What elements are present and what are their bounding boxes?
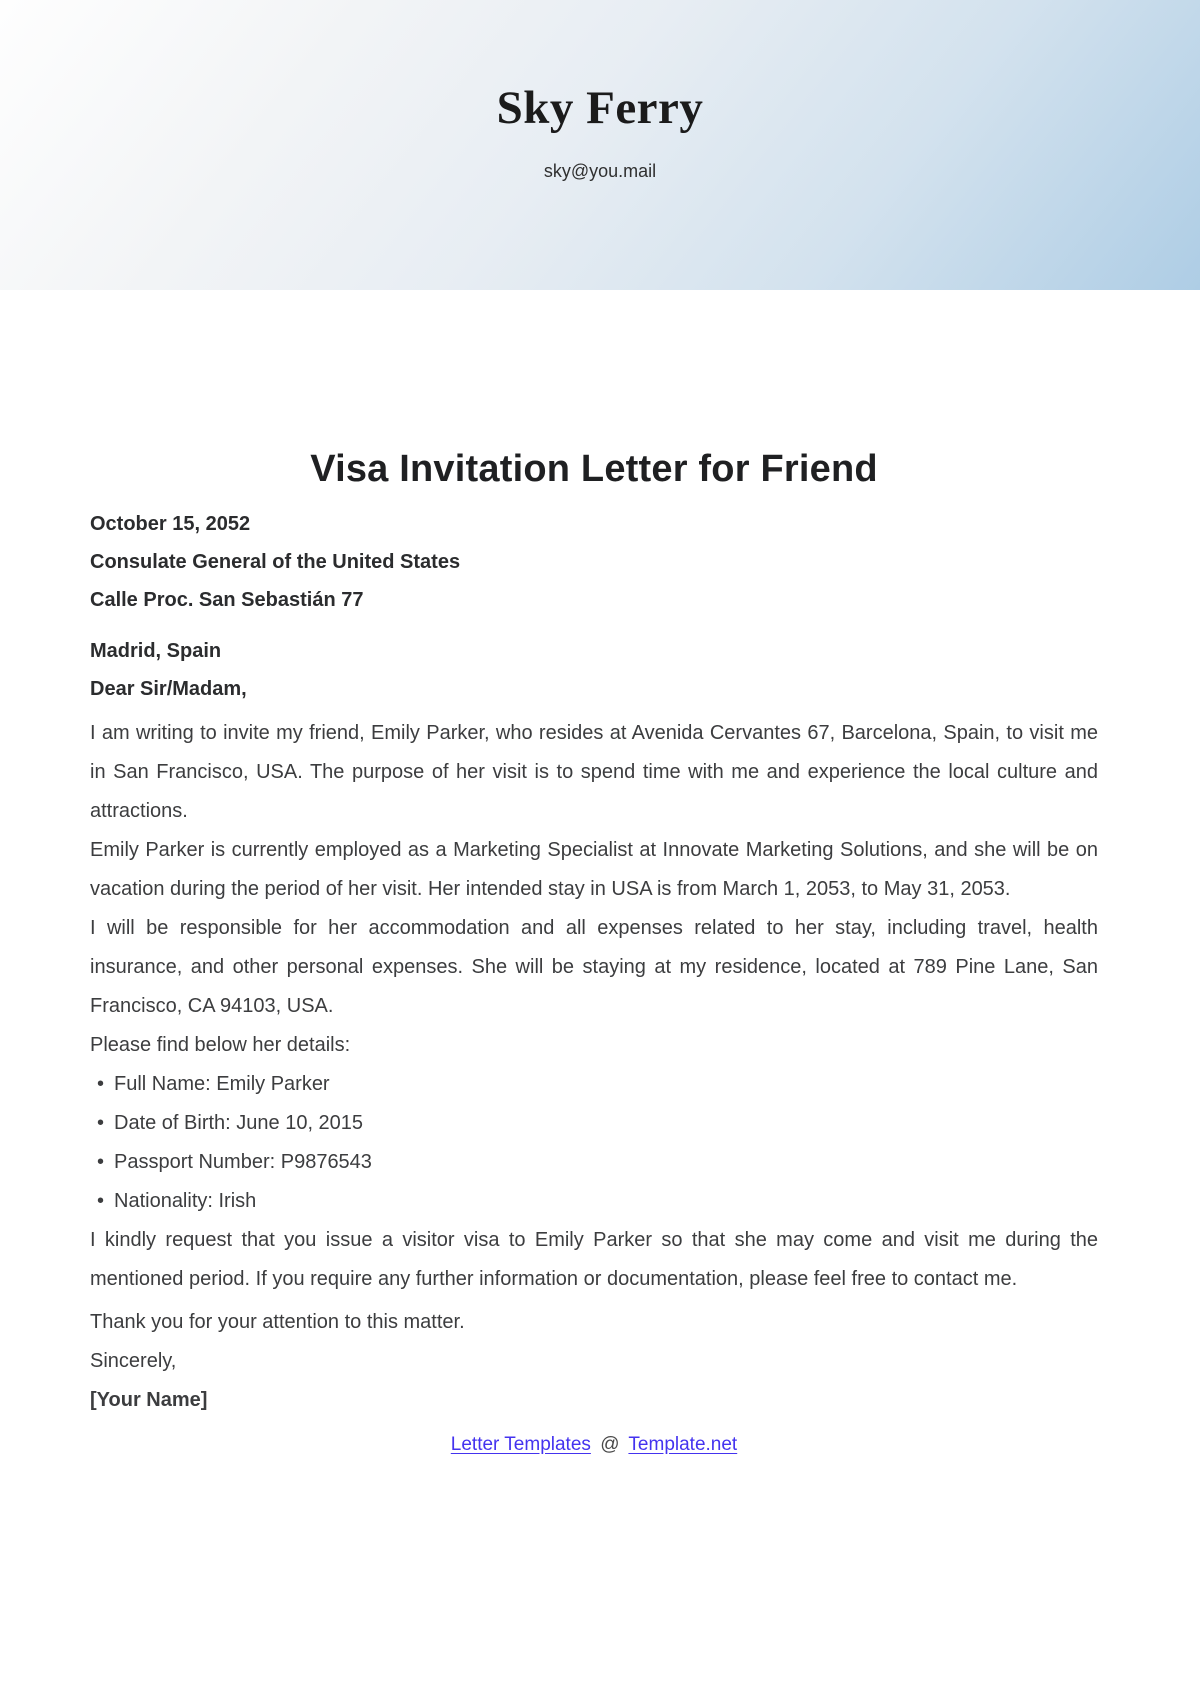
date-line: October 15, 2052 — [90, 512, 251, 535]
footer-attribution — [90, 1430, 1098, 1460]
recipient-line-2: Calle Proc. San Sebastián 77 — [90, 588, 364, 611]
letter-body — [90, 714, 1098, 1420]
header-banner — [0, 0, 1200, 290]
letter-templates-link[interactable]: Letter Templates — [450, 1433, 591, 1455]
paragraph-invitation: I am writing to invite my friend, Emily Parker, who resides at Avenida Cervantes 67, Barcelona, Spain, to visit me in San Francisco, USA. The purpose of her visit is to spend time with me and experience the local culture and attractions. — [90, 721, 1098, 822]
recipient-city-block — [90, 632, 1098, 708]
recipient-city: Madrid, Spain — [90, 639, 222, 662]
detail-item-date-of-birth: • Date of Birth: June 10, 2015 — [90, 1104, 1098, 1143]
details-list — [90, 1065, 1098, 1221]
signoff: Sincerely, — [90, 1349, 177, 1372]
at-separator: @ — [600, 1433, 620, 1455]
detail-item-full-name: • Full Name: Emily Parker — [90, 1065, 1098, 1104]
salutation: Dear Sir/Madam, — [90, 677, 247, 700]
recipient-line-1: Consulate General of the United States — [90, 550, 461, 573]
paragraph-responsibility: I will be responsible for her accommodation and all expenses related to her stay, including travel, health insurance, and other personal expenses. She will be staying at my residence, located at 789 Pine Lane, San Francisco, CA 94103, USA. — [90, 916, 1098, 1017]
signature: [Your Name] — [90, 1388, 208, 1411]
letter-header-block — [90, 505, 1098, 619]
details-intro: Please find below her details: — [90, 1033, 351, 1056]
thank-you-line: Thank you for your attention to this matter. — [90, 1310, 465, 1333]
detail-item-nationality: • Nationality: Irish — [90, 1182, 1098, 1221]
paragraph-employment: Emily Parker is currently employed as a Marketing Specialist at Innovate Marketing Solutions, and she will be on vacation during the period of her visit. Her intended stay in USA is from March 1, 2053, to May 31, 2053. — [90, 838, 1098, 900]
brand-email: sky@you.mail — [543, 160, 657, 181]
template-net-link[interactable]: Template.net — [628, 1433, 738, 1455]
paragraph-request: I kindly request that you issue a visitor visa to Emily Parker so that she may come and visit me during the mentioned period. If you require any further information or documentation, please feel free to contact me. — [90, 1228, 1098, 1290]
brand-name: Sky Ferry — [496, 82, 704, 134]
letter-document — [90, 448, 1098, 1460]
letter-title: Visa Invitation Letter for Friend — [310, 448, 878, 490]
detail-item-passport-number: • Passport Number: P9876543 — [90, 1143, 1098, 1182]
